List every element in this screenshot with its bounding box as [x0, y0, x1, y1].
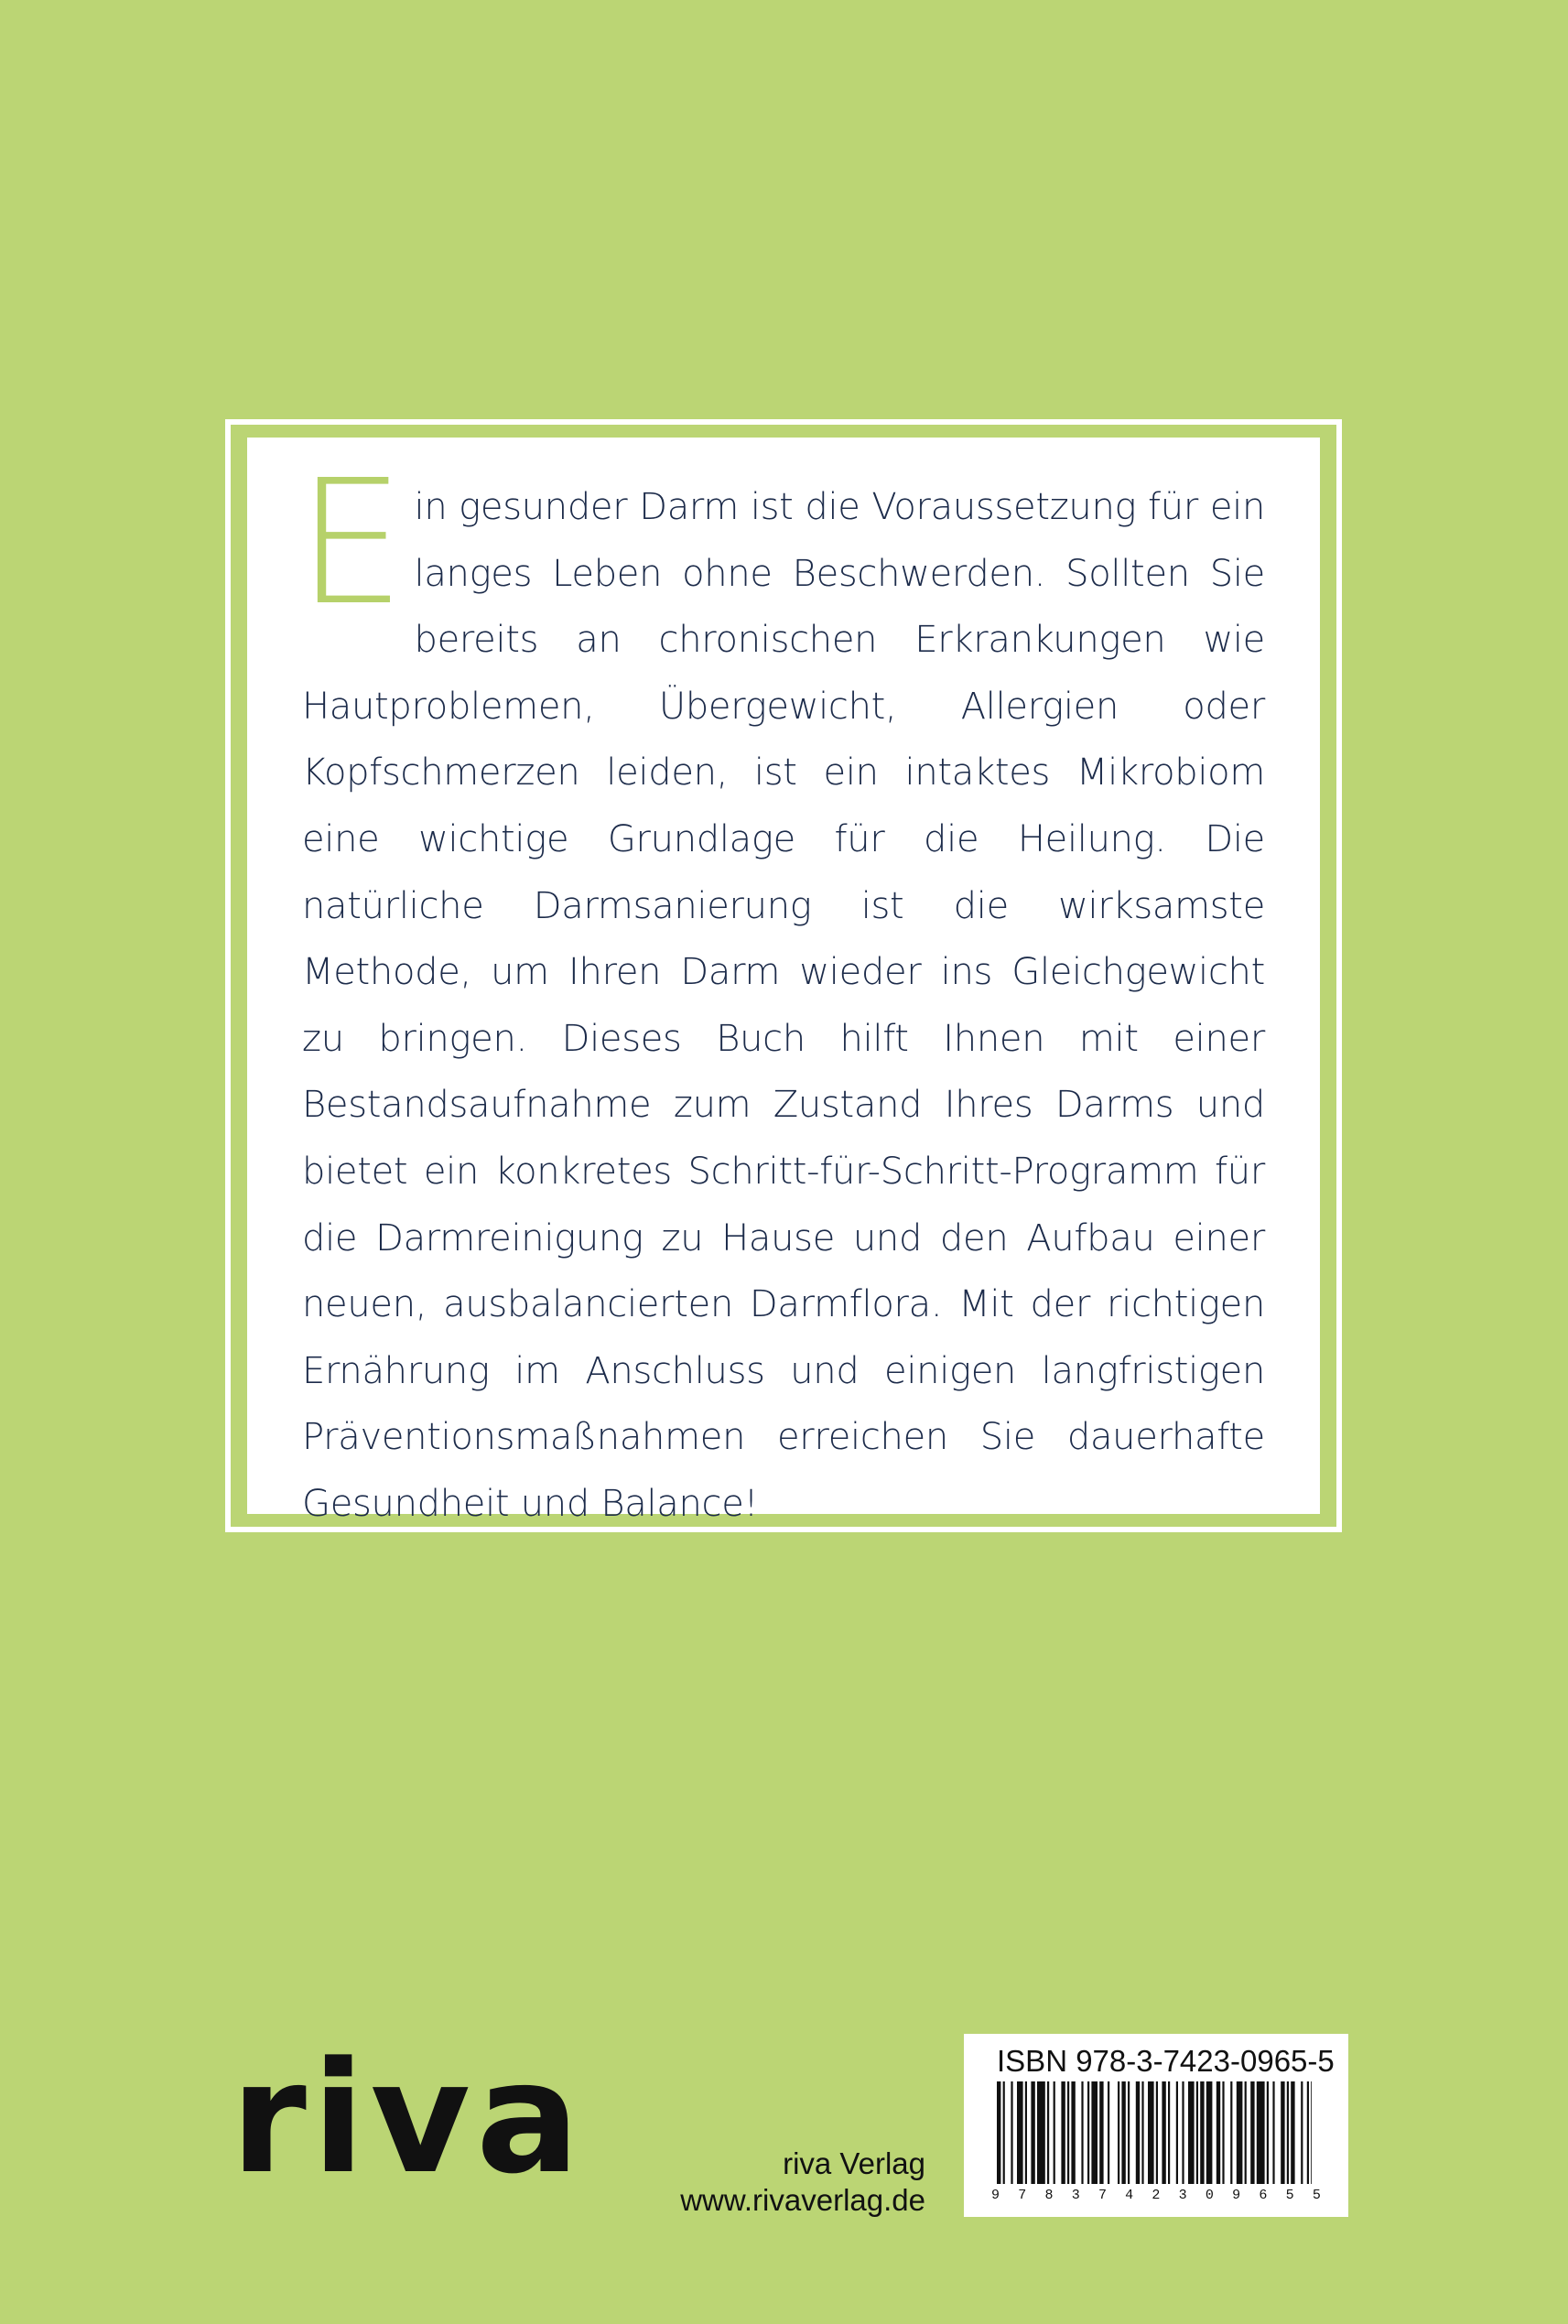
barcode-bar	[1162, 2081, 1165, 2184]
barcode-bar	[1156, 2081, 1158, 2184]
barcode-bar	[1071, 2081, 1075, 2184]
barcode-bar	[1025, 2081, 1027, 2184]
barcode-digit: 9	[1232, 2188, 1241, 2203]
barcode-bar	[1206, 2081, 1213, 2184]
barcode-bar	[1176, 2081, 1178, 2184]
barcode-bar	[1011, 2081, 1012, 2184]
barcode-digit: 7	[1098, 2188, 1107, 2203]
barcode-bar	[1054, 2081, 1055, 2184]
barcode-digit: 5	[1285, 2188, 1294, 2203]
barcode-bar	[1121, 2081, 1125, 2184]
barcode-bar	[1301, 2081, 1303, 2184]
barcode-bar	[1307, 2081, 1309, 2184]
barcode-bar	[1281, 2081, 1284, 2184]
dropcap: E	[297, 443, 406, 643]
barcode-digit: 2	[1152, 2188, 1161, 2203]
barcode-bar	[1267, 2081, 1269, 2184]
barcode-bar	[1087, 2081, 1089, 2184]
barcode-digit: 4	[1125, 2188, 1134, 2203]
barcode-bar	[1003, 2081, 1005, 2184]
barcode-bar	[1196, 2081, 1198, 2184]
barcode-digit: 9	[991, 2188, 1000, 2203]
barcode-bar	[1217, 2081, 1220, 2184]
barcode-bar	[1067, 2081, 1069, 2184]
barcode-bar	[1108, 2081, 1109, 2184]
barcode-bar	[1222, 2081, 1224, 2184]
barcode-bar	[1245, 2081, 1247, 2184]
barcode-bar	[1128, 2081, 1130, 2184]
barcode-bar	[1141, 2081, 1143, 2184]
publisher-logo: riva	[231, 2028, 586, 2208]
barcode-bar	[1099, 2081, 1103, 2184]
barcode-bar	[1017, 2081, 1023, 2184]
barcode-digit: 8	[1044, 2188, 1054, 2203]
barcode-bar	[1188, 2081, 1195, 2184]
barcode-digit: 6	[1259, 2188, 1268, 2203]
barcode-bar	[1311, 2081, 1312, 2184]
barcode-bar	[1037, 2081, 1045, 2184]
barcode-digit: 3	[1071, 2188, 1080, 2203]
barcode-digit: 5	[1312, 2188, 1321, 2203]
barcode-digit: 3	[1178, 2188, 1187, 2203]
publisher-name: riva Verlag	[783, 2146, 925, 2180]
barcode-bar	[1148, 2081, 1154, 2184]
barcode-bar	[1136, 2081, 1140, 2184]
barcode-bar	[1047, 2081, 1049, 2184]
barcode-bar	[1031, 2081, 1034, 2184]
blurb-panel	[247, 438, 1320, 1525]
barcode-icon	[997, 2081, 1312, 2184]
barcode-digit: 0	[1205, 2188, 1214, 2203]
barcode-bar	[1287, 2081, 1289, 2184]
barcode-bar	[1091, 2081, 1098, 2184]
barcode-bar	[1081, 2081, 1083, 2184]
blurb-body: in gesunder Darm ist die Voraussetzung für ein langes Leben ohne Beschwerden. Sollten Sie bereits an chronischen Erkrankungen wie Hautproblemen, Übergewicht, Allergien oder Kopfschmerzen leiden, ist ein intaktes Mikrobiom eine wichtige Grundlage für die Heilung. Die natürliche Darmsanierung ist die wirksamste Methode, um Ihren Darm wieder ins Gleichgewicht zu bringen. Dieses Buch hilft Ihnen mit einer Bestandsaufnahme zum Zustand Ihres Darms und bietet ein konkretes Schritt-für-Schritt-Programm für die Darmreinigung zu Hause und den Aufbau einer neuen, ausbalancierten Darmflora. Mit der richtigen Ernährung im Anschluss und einigen langfristigen Präventionsmaßnahmen erreichen Sie dauerhafte Gesundheit und Balance!	[302, 486, 1265, 1525]
barcode-bar	[1291, 2081, 1294, 2184]
barcode-bar	[1257, 2081, 1265, 2184]
publisher-website: www.rivaverlag.de	[680, 2183, 925, 2217]
blurb-text	[297, 443, 1265, 1538]
barcode-bar	[1118, 2081, 1119, 2184]
barcode-bar	[997, 2081, 1000, 2184]
barcode-bar	[1182, 2081, 1184, 2184]
barcode-box	[964, 2034, 1348, 2217]
barcode-bar	[1272, 2081, 1274, 2184]
barcode-bar	[1168, 2081, 1170, 2184]
barcode-digits	[991, 2188, 1321, 2203]
barcode-bar	[1200, 2081, 1204, 2184]
barcode-bar	[1237, 2081, 1243, 2184]
barcode-bar	[1061, 2081, 1065, 2184]
isbn-label: ISBN 978-3-7423-0965-5	[997, 2044, 1335, 2078]
barcode-bar	[1250, 2081, 1254, 2184]
publisher-info	[680, 2146, 925, 2219]
barcode-digit: 7	[1018, 2188, 1027, 2203]
barcode-bar	[1230, 2081, 1232, 2184]
